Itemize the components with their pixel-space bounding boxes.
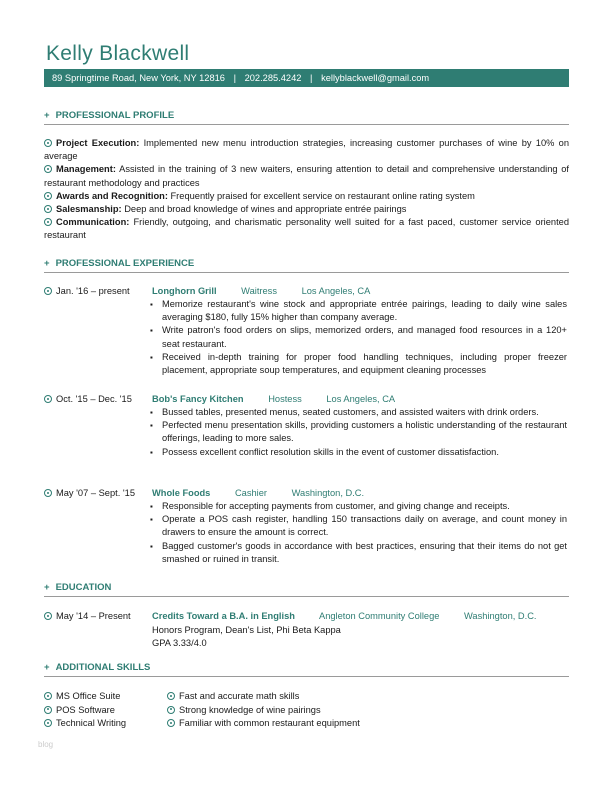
job-location: Los Angeles, CA (301, 286, 371, 296)
plus-icon: + (44, 258, 50, 269)
job-bullet: ▪ Received in-depth training for proper food handling techniques, including proper freezer placement, appropriate soup temperatures, and equipment cleaning processes (150, 351, 567, 377)
section-heading-skills: + ADDITIONAL SKILLS (44, 662, 569, 677)
job-bullets (150, 298, 567, 377)
section-heading-experience: + PROFESSIONAL EXPERIENCE (44, 258, 569, 273)
skills-column-right (167, 690, 360, 731)
job-dates: Oct. '15 – Dec. '15 (44, 394, 132, 404)
profile-item: Management: Assisted in the training of 3 new waiters, ensuring attention to detail and comprehensive understanding of restaurant methodology and practices (44, 164, 569, 188)
job-bullet: ▪ Bussed tables, presented menus, seated customers, and assisted waiters with drink orders. (150, 406, 567, 419)
skill-item: Technical Writing (44, 717, 126, 731)
job-dates: Jan. '16 – present (44, 286, 130, 296)
skill-item: Familiar with common restaurant equipment (167, 717, 360, 731)
profile-item: Project Execution: Implemented new menu introduction strategies, increasing customer purchases of wine by 10% on average (44, 138, 570, 162)
skill-item: POS Software (44, 704, 126, 718)
education-location: Washington, D.C. (464, 611, 537, 621)
circle-bullet-icon (44, 165, 52, 173)
job-header (152, 488, 364, 498)
job-bullet: ▪ Perfected menu presentation skills, providing customers a holistic understanding of the restaurant offerings, leading to more sales. (150, 419, 567, 445)
job-bullet: ▪ Bagged customer's goods in accordance with best practices, ensuring that their items do not get smashed or ruined in transit. (150, 540, 567, 566)
job-bullets (150, 406, 567, 459)
circle-bullet-icon (44, 612, 52, 620)
job-bullet: ▪ Write patron's food orders on slips, memorized orders, and managed food resources in a 120+ seat restaurant. (150, 324, 567, 350)
profile-item: Salesmanship: Deep and broad knowledge of wines and appropriate entrée pairings (44, 203, 569, 216)
job-company: Longhorn Grill (152, 286, 217, 296)
contact-bar (44, 69, 569, 87)
circle-bullet-icon (167, 692, 175, 700)
job-role: Hostess (268, 394, 302, 404)
job-bullet: ▪ Responsible for accepting payments from customer, and giving change and receipts. (150, 500, 567, 513)
job-role: Cashier (234, 488, 267, 498)
job-bullet: ▪ Memorize restaurant's wine stock and appropriate entrée pairings, leading to daily wine sales averaging $180, fully 15% higher than company average. (150, 298, 567, 324)
circle-bullet-icon (167, 706, 175, 714)
education-gpa: GPA 3.33/4.0 (152, 638, 207, 648)
job-company: Whole Foods (152, 488, 211, 498)
contact-address: 89 Springtime Road, New York, NY 12816 (52, 73, 225, 83)
job-dates: May '07 – Sept. '15 (44, 488, 135, 498)
circle-bullet-icon (44, 489, 52, 497)
education-header (152, 611, 537, 621)
circle-bullet-icon (44, 692, 52, 700)
skill-item: MS Office Suite (44, 690, 126, 704)
job-bullets (150, 500, 567, 566)
plus-icon: + (44, 110, 50, 121)
plus-icon: + (44, 662, 50, 673)
job-bullet: ▪ Possess excellent conflict resolution skills in the event of customer dissatisfaction. (150, 446, 567, 459)
circle-bullet-icon (44, 395, 52, 403)
education-dates: May '14 – Present (44, 611, 131, 621)
job-location: Washington, D.C. (291, 488, 365, 498)
candidate-name: Kelly Blackwell (46, 42, 190, 65)
watermark: blog (38, 740, 54, 749)
circle-bullet-icon (44, 287, 52, 295)
education-honors: Honors Program, Dean's List, Phi Beta Kappa (152, 625, 341, 635)
profile-item: Communication: Friendly, outgoing, and charismatic personality well suited for a fast paced, customer service oriented restaurant (44, 217, 569, 241)
profile-item: Awards and Recognition: Frequently praised for excellent service on restaurant online rating system (44, 190, 569, 203)
job-header (152, 286, 370, 296)
circle-bullet-icon (44, 218, 52, 226)
education-degree: Credits Toward a B.A. in English (152, 611, 295, 621)
circle-bullet-icon (167, 719, 175, 727)
job-company: Bob's Fancy Kitchen (152, 394, 244, 404)
skill-item: Fast and accurate math skills (167, 690, 360, 704)
circle-bullet-icon (44, 192, 52, 200)
contact-phone: 202.285.4242 (244, 73, 302, 83)
section-heading-profile: + PROFESSIONAL PROFILE (44, 110, 569, 125)
skill-item: Strong knowledge of wine pairings (167, 704, 360, 718)
job-location: Los Angeles, CA (326, 394, 396, 404)
circle-bullet-icon (44, 706, 52, 714)
contact-separator: | (233, 73, 236, 83)
circle-bullet-icon (44, 139, 52, 147)
circle-bullet-icon (44, 205, 52, 213)
education-details (152, 624, 552, 650)
profile-list (44, 137, 569, 243)
job-bullet: ▪ Operate a POS cash register, handling 150 transactions daily on average, and count money in drawers to ensure the amount is correct. (150, 513, 567, 539)
contact-email[interactable]: kellyblackwell@gmail.com (321, 73, 430, 83)
plus-icon: + (44, 582, 50, 593)
skills-column-left (44, 690, 126, 731)
contact-separator: | (310, 73, 313, 83)
job-header (152, 394, 395, 404)
section-heading-education: + EDUCATION (44, 582, 569, 597)
job-role: Waitress (241, 286, 277, 296)
circle-bullet-icon (44, 719, 52, 727)
education-school: Angleton Community College (319, 611, 440, 621)
